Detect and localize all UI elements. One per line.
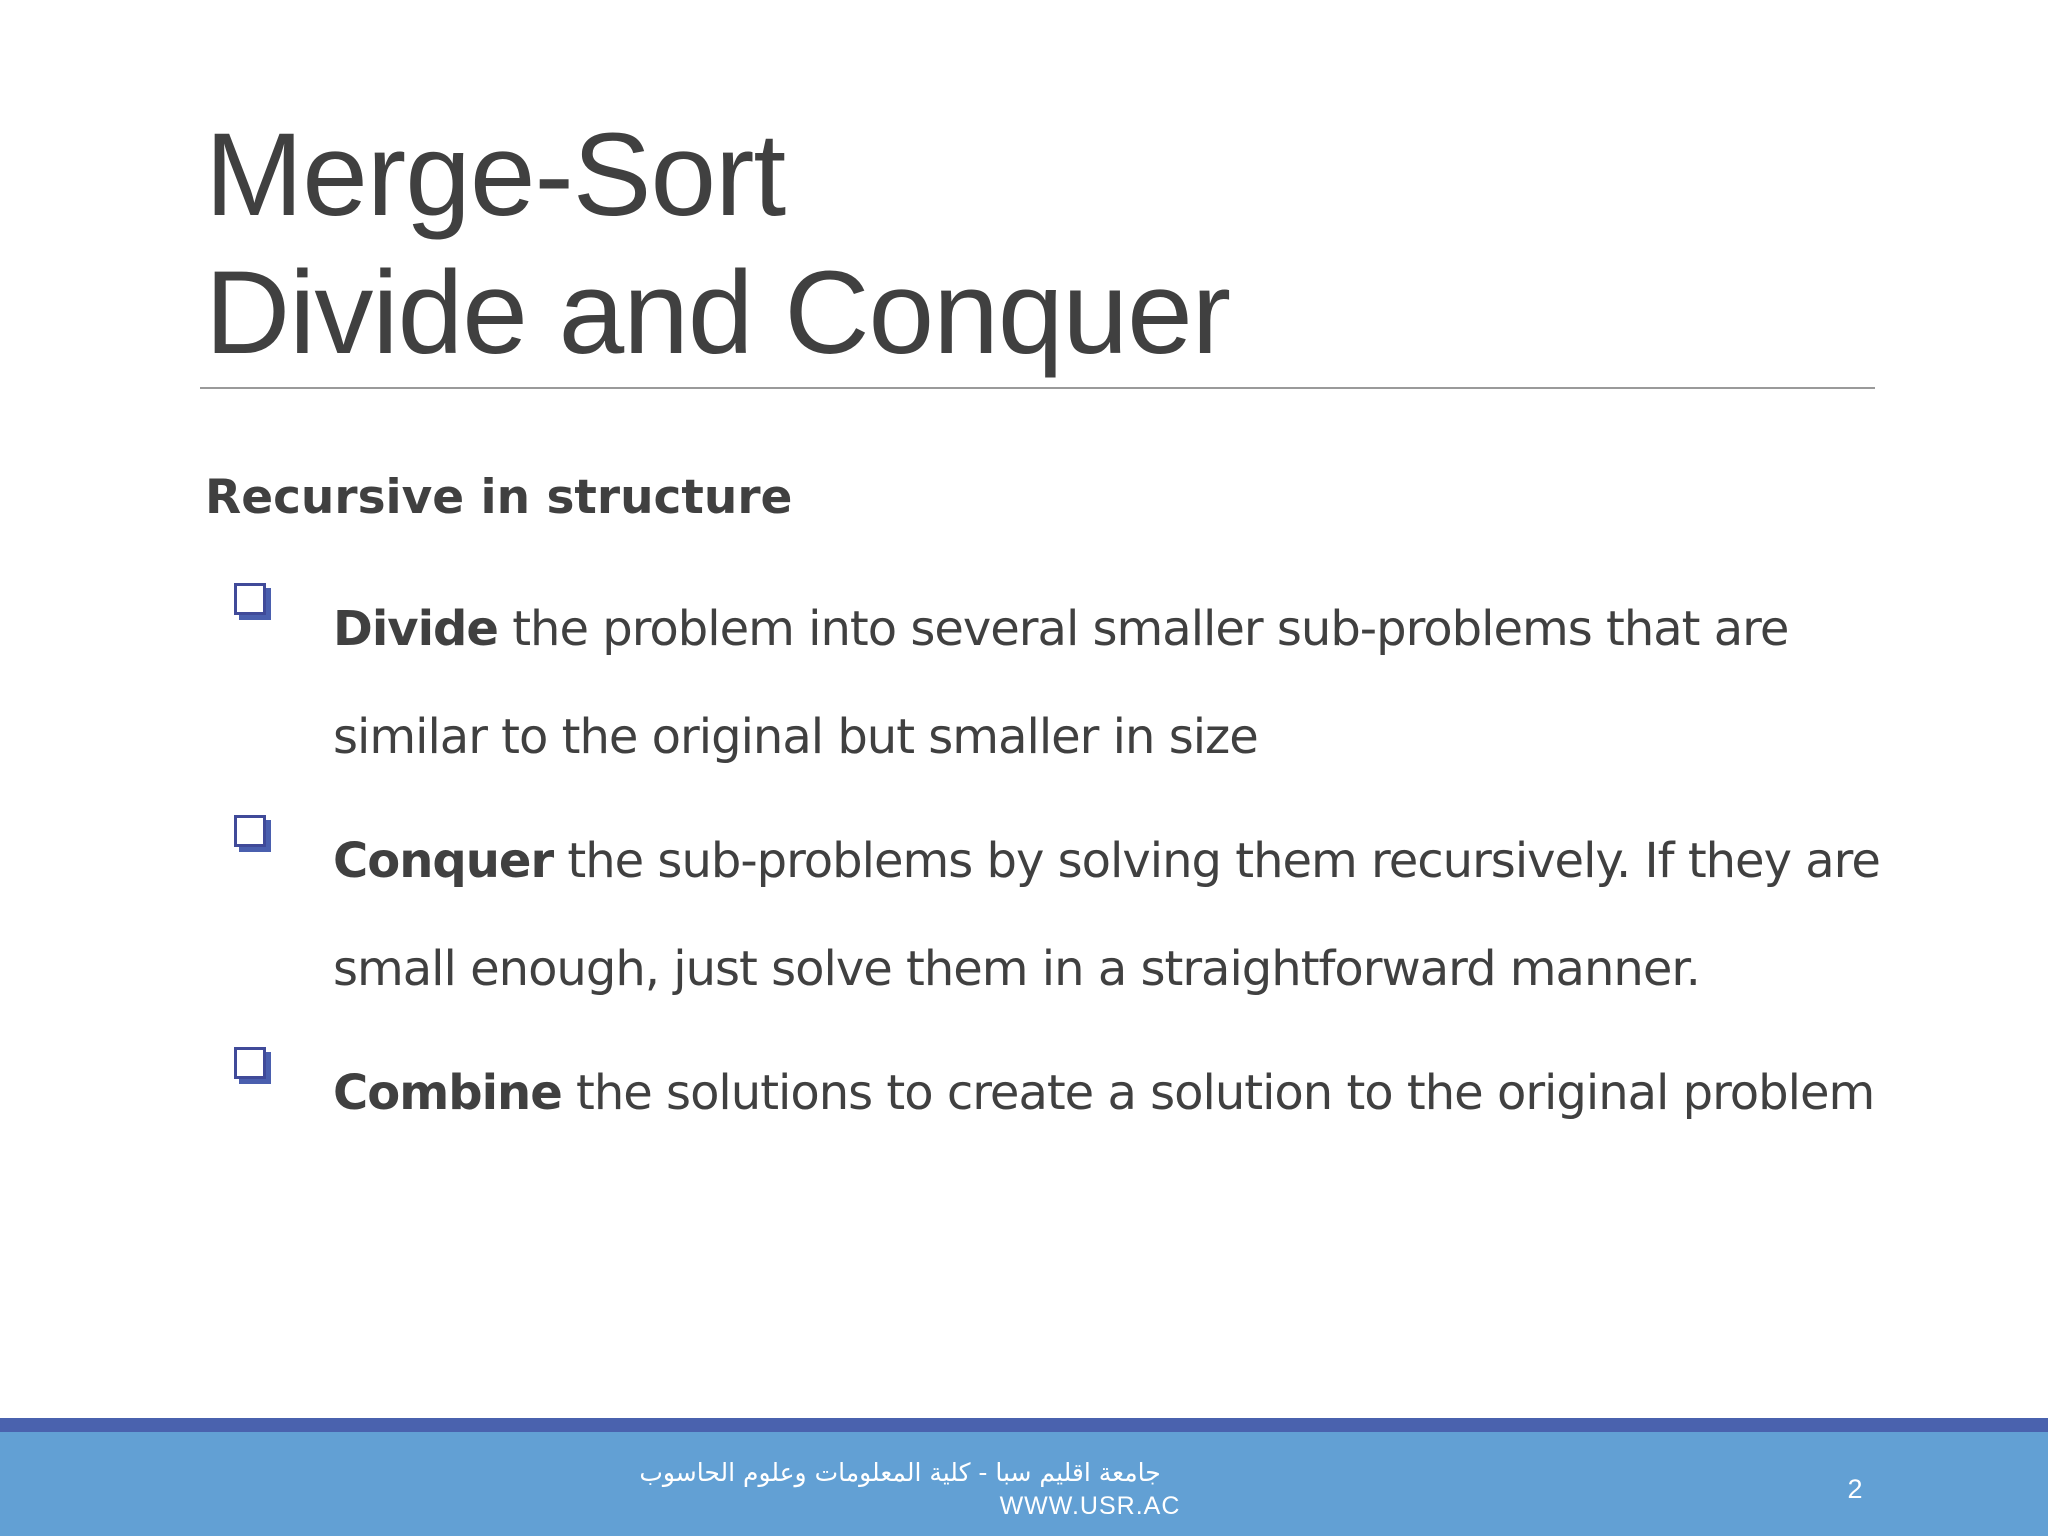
- footer-institution: جامعة اقليم سبا - كلية المعلومات وعلوم الحاسوب: [639, 1458, 1161, 1487]
- footer-accent-stripe: [0, 1418, 2048, 1432]
- page-number: 2: [1847, 1474, 1863, 1504]
- bullet-list: [230, 575, 1890, 1163]
- title-line-1: Merge-Sort: [205, 109, 786, 241]
- bullet-text: the sub-problems by solving them recursively. If they are small enough, just solve them in a straightforward manner.: [333, 833, 1880, 997]
- bullet-keyword: Conquer: [333, 833, 554, 889]
- slide-title: [205, 106, 1905, 382]
- bullet-text: the problem into several smaller sub-problems that are similar to the original but smaller in size: [333, 601, 1789, 765]
- footer-url: WWW.USR.AC: [999, 1492, 1181, 1520]
- checkbox-square-icon: [234, 583, 266, 615]
- checkbox-square-icon: [234, 815, 266, 847]
- bullet-keyword: Combine: [333, 1065, 562, 1121]
- subheading: Recursive in structure: [205, 470, 793, 525]
- bullet-keyword: Divide: [333, 601, 498, 657]
- bullet-conquer: [230, 807, 1890, 1023]
- checkbox-square-icon: [234, 1047, 266, 1079]
- bullet-combine: [230, 1039, 1890, 1147]
- bullet-divide: [230, 575, 1890, 791]
- bullet-text: the solutions to create a solution to the original problem: [561, 1065, 1875, 1121]
- title-divider: [200, 387, 1875, 389]
- title-line-2: Divide and Conquer: [205, 247, 1230, 379]
- footer: [0, 1432, 2048, 1536]
